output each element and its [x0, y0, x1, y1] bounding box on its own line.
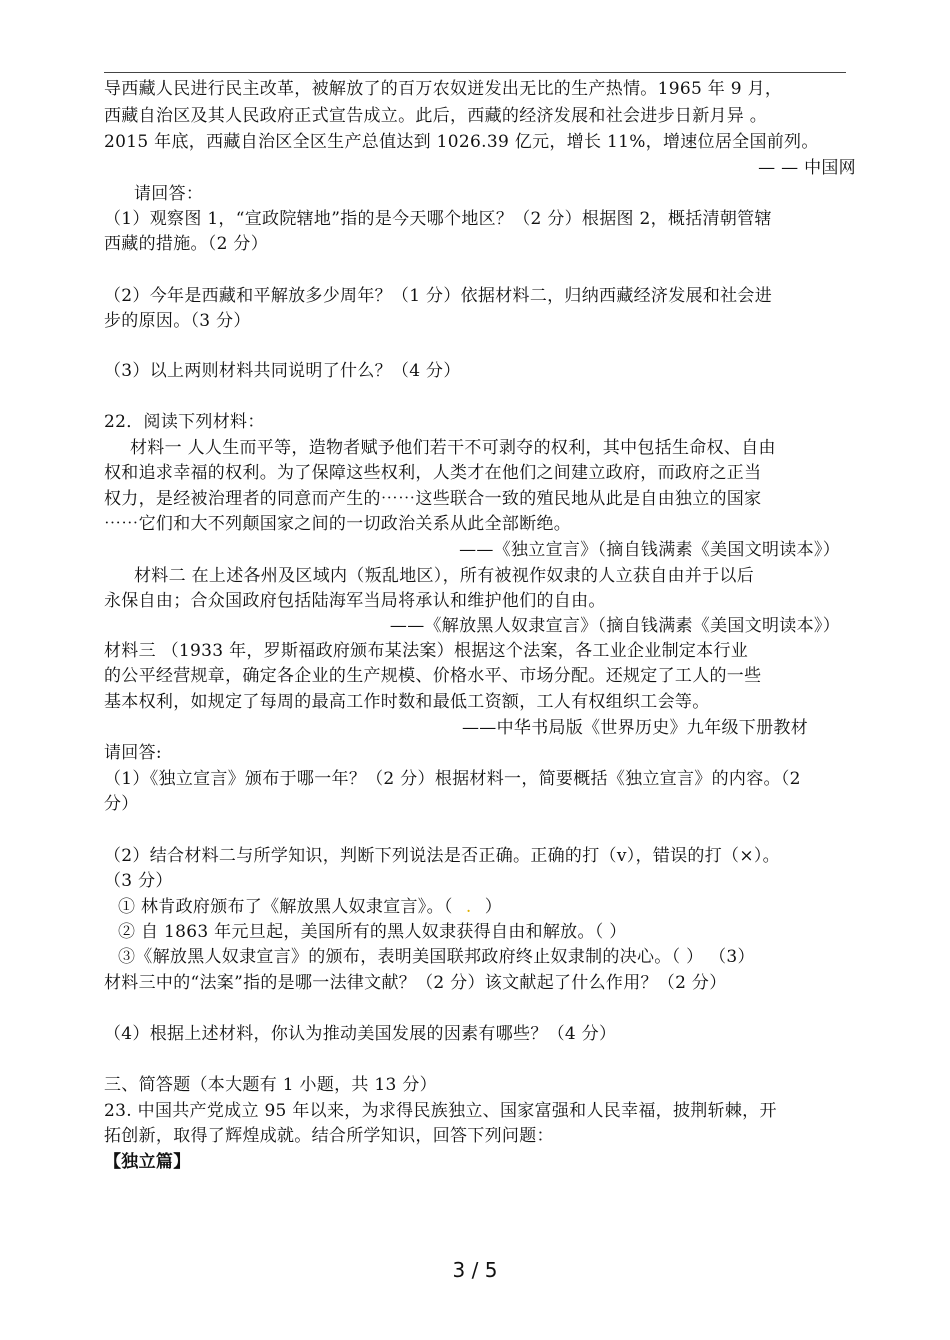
q22-heading: 22．阅读下列材料：	[104, 412, 265, 432]
header-rule	[104, 72, 846, 73]
q23-line1: 23. 中国共产党成立 95 年以来，为求得民族独立、国家富强和人民幸福，披荆斩棘，开	[104, 1101, 777, 1121]
q22-material1-source: ——《独立宣言》（摘自钱满素《美国文明读本》）	[459, 540, 840, 560]
q22-statement3: ③《解放黑人奴隶宣言》的颁布，表明美国联邦政府终止奴隶制的决心。（ ） （3）	[118, 947, 755, 967]
q22-question1-line2: 分）	[104, 794, 139, 814]
q22-material1-line4: ⋯⋯它们和大不列颠国家之间的一切政治关系从此全部断绝。	[104, 514, 572, 534]
q22-statement1	[118, 895, 502, 919]
material2-line2: 西藏自治区及其人民政府正式宣告成立。此后，西藏的经济发展和社会进步日新月异 。	[104, 106, 768, 126]
material2-line1: 导西藏人民进行民主改革，被解放了的百万农奴迸发出无比的生产热情。1965 年 9 月，	[104, 79, 783, 99]
q23-line2: 拓创新，取得了辉煌成就。结合所学知识，回答下列问题：	[104, 1126, 554, 1146]
q22-material2-line2: 永保自由；合众国政府包括陆海军当局将承认和维护他们的自由。	[104, 591, 606, 611]
q22-statement2: ② 自 1863 年元旦起，美国所有的黑人奴隶获得自由和解放。（ ）	[118, 922, 627, 942]
q22-question2-line2: （3 分）	[104, 871, 173, 891]
q21-question2-line2: 步的原因。（3 分）	[104, 311, 251, 331]
q21-question1-line1: （1）观察图 1，“宣政院辖地”指的是今天哪个地区？（2 分）根据图 2，概括清朝管辖	[104, 209, 772, 229]
q22-material1-line1: 材料一 人人生而平等，造物者赋予他们若干不可剥夺的权利，其中包括生命权、自由	[130, 438, 776, 458]
q22-material3-line3: 基本权利，如规定了每周的最高工作时数和最低工资额，工人有权组织工会等。	[104, 692, 710, 712]
q22-material1-line3: 权力，是经被治理者的同意而产生的⋯⋯这些联合一致的殖民地从此是自由独立的国家	[104, 489, 762, 509]
q22-prompt: 请回答:	[104, 743, 162, 763]
q22-material3-line2: 的公平经营规章，确定各企业的生产规模、价格水平、市场分配。还规定了工人的一些	[104, 666, 762, 686]
q22-material3-source: ——中华书局版《世界历史》九年级下册教材	[462, 718, 808, 738]
material2-source: — — 中国网	[758, 158, 856, 178]
q22-statement1-text: ① 林肯政府颁布了《解放黑人奴隶宣言》。（	[118, 897, 453, 917]
q22-statement1-close: ）	[484, 897, 503, 917]
q22-material2-line1: 材料二 在上述各州及区域内（叛乱地区），所有被视作奴隶的人立获自由并于以后	[134, 566, 755, 586]
q22-question2-line1: （2）结合材料二与所学知识，判断下列说法是否正确。正确的打（v），错误的打（×）。	[104, 846, 780, 866]
q22-question4: （4）根据上述材料，你认为推动美国发展的因素有哪些？（4 分）	[104, 1024, 617, 1044]
material2-line3: 2015 年底，西藏自治区全区生产总值达到 1026.39 亿元，增长 11%，增速位居全国前列。	[104, 132, 819, 152]
q22-material2-source: ——《解放黑人奴隶宣言》（摘自钱满素《美国文明读本》）	[389, 616, 840, 636]
q22-material1-line2: 权和追求幸福的权利。为了保障这些权利，人类才在他们之间建立政府，而政府之正当	[104, 463, 762, 483]
q21-question2-line1: （2）今年是西藏和平解放多少周年？（1 分）依据材料二，归纳西藏经济发展和社会进	[104, 286, 773, 306]
q23-part-heading: 【独立篇】	[104, 1152, 191, 1172]
q21-question3: （3）以上两则材料共同说明了什么？（4 分）	[104, 361, 461, 381]
q21-prompt: 请回答：	[134, 184, 204, 204]
q22-question3: 材料三中的“法案”指的是哪一法律文献？（2 分）该文献起了什么作用？（2 分）	[104, 973, 727, 993]
q21-question1-line2: 西藏的措施。（2 分）	[104, 234, 269, 254]
page-number: 3 / 5	[452, 1258, 498, 1282]
q22-material3-line1: 材料三 （1933 年，罗斯福政府颁布某法案）根据这个法案，各工业企业制定本行业	[104, 641, 749, 661]
q22-statement1-dot: .	[465, 897, 472, 917]
q22-question1-line1: （1）《独立宣言》颁布于哪一年？（2 分）根据材料一，简要概括《独立宣言》的内容。（2	[104, 769, 801, 789]
section3-heading: 三、简答题（本大题有 1 小题，共 13 分）	[104, 1075, 437, 1095]
